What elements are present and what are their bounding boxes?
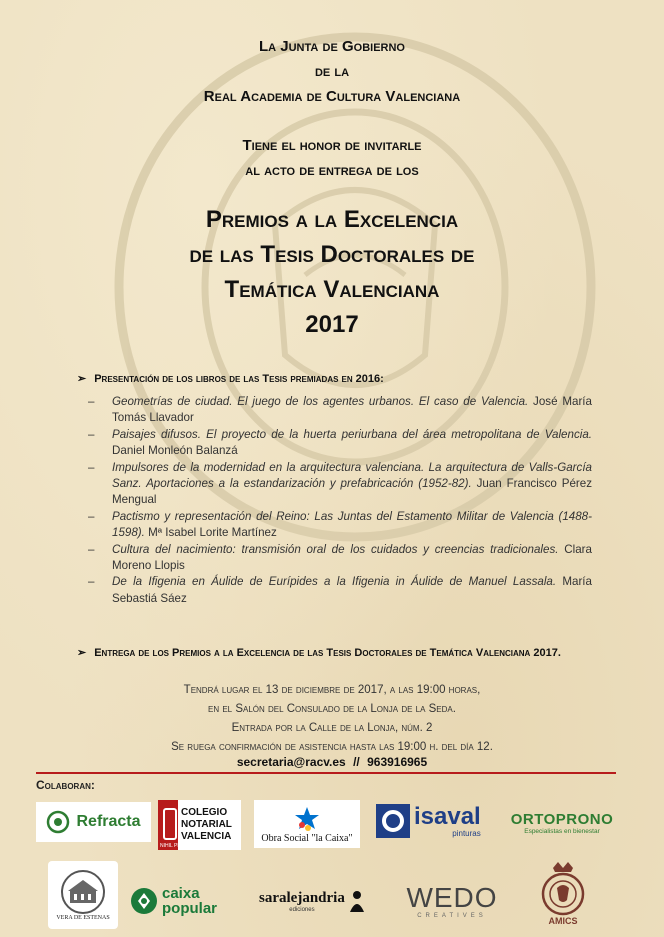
- wedo-logo: [403, 880, 501, 922]
- details-line-3: Entrada por la Calle de la Lonja, núm. 2: [231, 722, 433, 734]
- thesis-author: María Sebastiá Sáez: [112, 575, 592, 605]
- section-awards-label: Entrega de los Premios a la Excelencia de las Tesis Doctorales de Temática Valenciana 2017.: [94, 647, 561, 659]
- dash-bullet-icon: –: [88, 427, 95, 441]
- title-line-1: Premios a la Excelencia: [205, 206, 459, 233]
- thesis-author: Juan Francisco Pérez Mengual: [112, 477, 592, 507]
- refracta-emblem-icon: [46, 810, 70, 834]
- dash-bullet-icon: –: [88, 575, 95, 589]
- ortoprono-logo: [506, 808, 618, 838]
- thesis-title: Paisajes difusos. El proyecto de la huerta periurbana del área metropolitana de Valencia.: [112, 427, 592, 441]
- dash-bullet-icon: –: [88, 460, 95, 474]
- isaval-emblem-icon: [376, 804, 410, 838]
- vera-building-icon: [59, 869, 107, 915]
- event-title: [0, 202, 664, 342]
- contact-email[interactable]: secretaria@racv.es: [236, 755, 346, 769]
- thesis-author: Clara Moreno Llopis: [112, 542, 592, 573]
- ortoprono-name: ORTOPRONO: [510, 811, 614, 828]
- isaval-name: isaval: [414, 802, 481, 830]
- contact-line: [0, 755, 664, 769]
- thesis-author: José María Tomás Llavador: [112, 395, 592, 425]
- saralejandria-logo: [259, 883, 389, 919]
- arrow-bullet-icon: ➢: [77, 647, 87, 659]
- details-line-4: Se ruega confirmación de asistencia hasta las 19:00 h. del día 12.: [171, 741, 493, 753]
- dash-bullet-icon: –: [88, 395, 95, 408]
- thesis-author: Daniel Monleón Balanzá: [112, 444, 238, 458]
- amics-name: AMICS: [548, 916, 578, 926]
- thesis-title: Impulsores de la modernidad en la arquitectura valenciana. La arquitectura de Valls-García Sanz. Aportaciones a la estandarización y prefabricación (1952-82).: [112, 460, 592, 491]
- thesis-title: Geometrías de ciudad. El juego de los agentes urbanos. El caso de Valencia.: [112, 395, 529, 408]
- saralejandria-subtitle: ediciones: [289, 906, 315, 913]
- vera-name: VERA DE ESTENAS: [56, 915, 110, 921]
- wedo-name: WEDO: [406, 882, 498, 913]
- caixa-star-icon: [292, 805, 322, 833]
- caixa-name: Obra Social "la Caixa": [261, 832, 353, 844]
- thesis-item: [88, 460, 592, 509]
- divider-line: [36, 772, 616, 774]
- contact-phone: 963916965: [367, 755, 428, 769]
- header-line-2: de la: [314, 63, 350, 80]
- notarial-name: COLEGIO NOTARIAL VALENCIA: [181, 807, 232, 842]
- sponsors-label: Colaboran:: [36, 778, 95, 792]
- section-presentation-heading: [77, 372, 384, 385]
- ortoprono-subtitle: Especialistas en bienestar: [524, 828, 600, 835]
- invitation-line-1: Tiene el honor de invitarle: [242, 137, 422, 154]
- thesis-list: [88, 394, 592, 607]
- header-line-1: La Junta de Gobierno: [259, 38, 405, 55]
- caixa-popular-emblem-icon: [130, 887, 158, 915]
- dash-bullet-icon: –: [88, 509, 95, 523]
- vera-de-estenas-logo: [48, 861, 118, 929]
- thesis-item: [88, 427, 592, 460]
- dash-bullet-icon: –: [88, 542, 95, 556]
- thesis-title: Cultura del nacimiento: transmisión oral de los cuidados y creencias tradicionales.: [112, 542, 559, 556]
- details-line-1: Tendrá lugar el 13 de diciembre de 2017, a las 19:00 horas,: [183, 684, 481, 696]
- contact-separator: //: [353, 755, 360, 769]
- title-line-2: de las Tesis Doctorales de: [189, 241, 475, 268]
- caixa-popular-line-2: popular: [162, 900, 217, 917]
- thesis-title: Pactismo y representación del Reino: Las Juntas del Estamento Militar de Valencia (1488-1598).: [112, 509, 592, 540]
- notarial-motto: NIHIL PRIUS FIDE: [160, 843, 203, 849]
- thesis-item: [88, 394, 592, 427]
- thesis-title: De la Ifigenia en Áulide de Eurípides a la Ifigenia in Áulide de Manuel Lassala.: [112, 575, 557, 589]
- obra-social-la-caixa-logo: [254, 800, 360, 848]
- wedo-subtitle: CREATIVES: [417, 913, 487, 919]
- refracta-name: Refracta: [76, 813, 141, 830]
- details-line-2: en el Salón del Consulado de la Lonja de la Seda.: [208, 703, 456, 715]
- section-presentation-label: Presentación de los libros de las Tesis premiadas en 2016:: [94, 373, 384, 385]
- caixa-popular-line-1: caixa: [162, 885, 200, 902]
- caixa-popular-logo: [130, 884, 248, 918]
- arrow-bullet-icon: ➢: [77, 373, 87, 385]
- isaval-subtitle: pinturas: [452, 828, 481, 838]
- colegio-notarial-logo: [158, 800, 241, 850]
- organizer-header: [0, 34, 664, 109]
- title-line-3: Temática Valenciana: [224, 276, 440, 303]
- invitation-text: [0, 133, 664, 183]
- saralejandria-name: saralejandria: [259, 889, 345, 906]
- thesis-item: [88, 509, 592, 542]
- amics-logo: [534, 857, 592, 929]
- thesis-item: [88, 574, 592, 607]
- refracta-logo: [36, 802, 151, 842]
- header-line-3: Real Academia de Cultura Valenciana: [203, 88, 461, 105]
- event-details: [0, 681, 664, 757]
- thesis-item: [88, 542, 592, 575]
- section-awards-heading: [77, 646, 561, 659]
- invitation-line-2: al acto de entrega de los: [245, 162, 419, 179]
- thesis-author: Mª Isabel Lorite Martínez: [148, 526, 277, 540]
- amics-crest-icon: [538, 860, 588, 916]
- saralejandria-figure-icon: [348, 890, 366, 912]
- title-year: 2017: [305, 311, 359, 338]
- isaval-logo: [376, 801, 498, 841]
